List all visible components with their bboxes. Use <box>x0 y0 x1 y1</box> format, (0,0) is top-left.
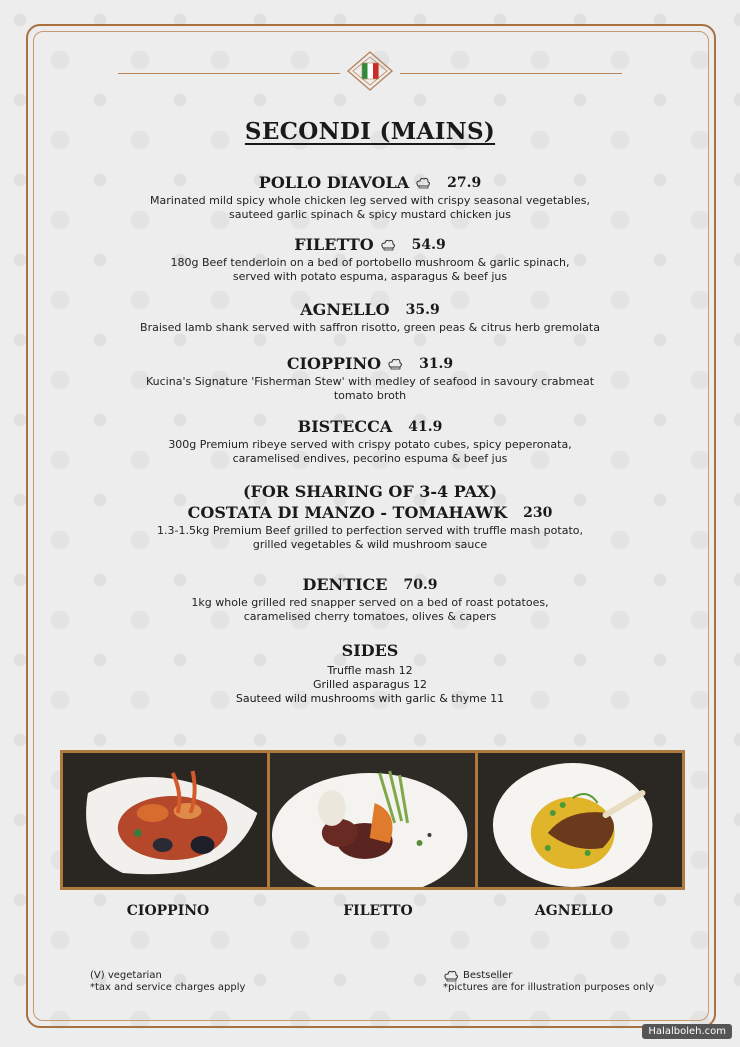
menu-item-pollo-diavola <box>60 173 680 222</box>
menu-item-dentice <box>60 575 680 624</box>
watermark: Halalboleh.com <box>642 1024 732 1039</box>
illustration-note: *pictures are for illustration purposes only <box>443 982 655 993</box>
item-desc-line2: caramelised cherry tomatoes, olives & capers <box>243 610 497 623</box>
item-desc-line1: 1kg whole grilled red snapper served on a bed of roast potatoes, <box>191 596 549 609</box>
menu-item-filetto <box>60 235 680 284</box>
vegetarian-note: (V) vegetarian <box>90 970 162 981</box>
italian-flag-crest-icon <box>345 50 395 92</box>
side-item: Grilled asparagus 12 <box>312 678 428 691</box>
item-price: 54.9 <box>411 236 446 253</box>
menu-item-bistecca <box>60 417 680 466</box>
cioppino-photo <box>63 753 267 887</box>
sharing-label: (FOR SHARING OF 3-4 PAX) <box>242 482 498 501</box>
item-name: CIOPPINO <box>286 354 382 373</box>
item-name: BISTECCA <box>297 417 393 436</box>
item-name: POLLO DIAVOLA <box>258 173 410 192</box>
item-price: 41.9 <box>408 418 443 435</box>
filetto-photo <box>270 753 474 887</box>
item-name: DENTICE <box>302 575 388 594</box>
item-desc-line1: Marinated mild spicy whole chicken leg served with crispy seasonal vegetables, <box>150 194 590 207</box>
menu-item-agnello <box>60 300 680 335</box>
item-desc-line1: 300g Premium ribeye served with crispy potato cubes, spicy peperonata, <box>168 438 572 451</box>
bestseller-chef-hat-icon <box>387 358 403 370</box>
side-item: Truffle mash 12 <box>327 664 413 677</box>
item-price: 230 <box>523 504 553 521</box>
food-photo-strip <box>60 750 685 890</box>
menu-item-tomahawk <box>60 482 680 552</box>
footer-right <box>443 970 654 994</box>
item-price: 35.9 <box>405 301 440 318</box>
page-title: SECONDI (MAINS) <box>244 118 496 145</box>
sides-section <box>60 641 680 706</box>
item-desc-line2: tomato broth <box>333 389 407 402</box>
item-desc-line2: caramelised endives, pecorino espuma & beef jus <box>232 452 508 465</box>
bestseller-legend: Bestseller <box>463 970 513 981</box>
divider-right <box>400 73 622 74</box>
item-price: 27.9 <box>447 174 482 191</box>
item-desc-line1: Braised lamb shank served with saffron risotto, green peas & citrus herb gremolata <box>140 321 600 334</box>
footer-left <box>90 970 245 994</box>
item-desc-line1: Kucina's Signature 'Fisherman Stew' with medley of seafood in savoury crabmeat <box>145 375 595 388</box>
item-desc-line2: grilled vegetables & wild mushroom sauce <box>252 538 488 551</box>
item-desc-line2: sauteed garlic spinach & spicy mustard chicken jus <box>229 208 511 221</box>
divider-left <box>118 73 340 74</box>
bestseller-chef-hat-icon <box>415 177 431 189</box>
item-price: 70.9 <box>403 576 438 593</box>
bestseller-chef-hat-icon <box>380 239 396 251</box>
menu-item-cioppino <box>60 354 680 403</box>
tax-note: *tax and service charges apply <box>90 982 246 993</box>
item-name: AGNELLO <box>300 300 390 319</box>
side-item: Sauteed wild mushrooms with garlic & thyme 11 <box>235 692 505 705</box>
photo-caption-filetto: FILETTO <box>343 903 413 919</box>
photo-caption-agnello: AGNELLO <box>534 903 614 919</box>
photo-caption-cioppino: CIOPPINO <box>126 903 210 919</box>
bestseller-chef-hat-icon <box>443 970 459 982</box>
item-price: 31.9 <box>419 355 454 372</box>
item-name: COSTATA DI MANZO - TOMAHAWK <box>187 503 508 522</box>
item-desc-line1: 1.3-1.5kg Premium Beef grilled to perfection served with truffle mash potato, <box>157 524 583 537</box>
item-desc-line2: served with potato espuma, asparagus & beef jus <box>232 270 508 283</box>
item-desc-line1: 180g Beef tenderloin on a bed of portobello mushroom & garlic spinach, <box>170 256 570 269</box>
agnello-photo <box>478 753 682 887</box>
sides-title: SIDES <box>341 641 399 660</box>
item-name: FILETTO <box>294 235 374 254</box>
